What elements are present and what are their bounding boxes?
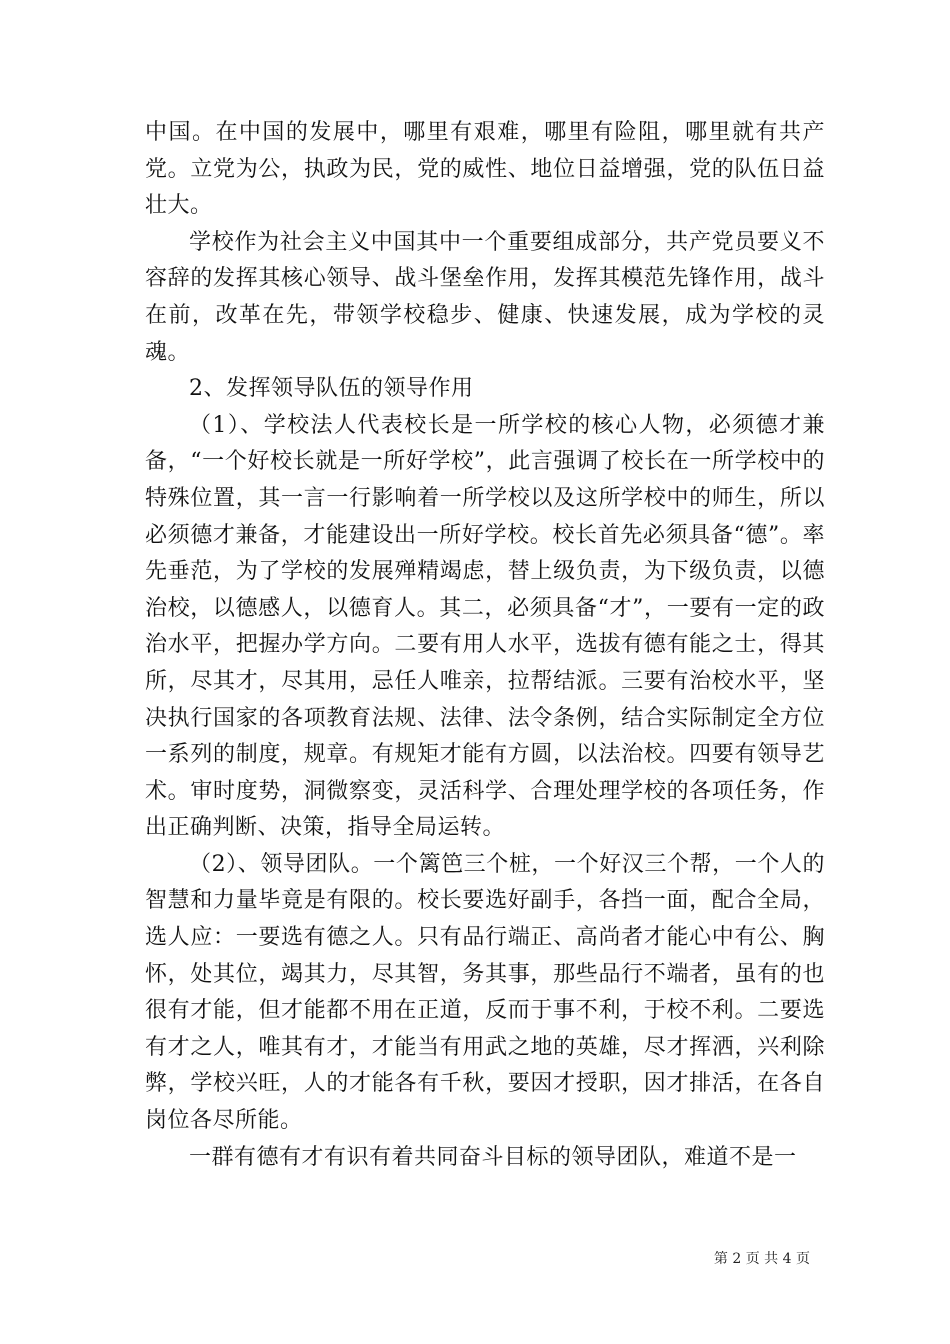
page-number: 第 2 页 共 4 页: [713, 1251, 810, 1267]
page-footer: [700, 1250, 810, 1268]
paragraph-2: 学校作为社会主义中国其中一个重要组成部分，共产党员要义不容辞的发挥其核心领导、战斗堡垒作用，发挥其模范先锋作用，战斗在前，改革在先，带领学校稳步、健康、快速发展，成为学校的灵魂。: [145, 229, 825, 365]
paragraph-3: （1）、学校法人代表校长是一所学校的核心人物，必须德才兼备，“一个好校长就是一所好学校”，此言强调了校长在一所学校中的特殊位置，其一言一行影响着一所学校以及这所学校中的师生，所以必须德才兼备，才能建设出一所好学校。校长首先必须具备“德”。率先垂范，为了学校的发展殚精竭虑，替上级负责，为下级负责，以德治校，以德感人，以德育人。其二，必须具备“才”，一要有一定的政治水平，把握办学方向。二要有用人水平，选拔有德有能之士，得其所，尽其才，尽其用，忌任人唯亲，拉帮结派。三要有治校水平，坚决执行国家的各项教育法规、法律、法令条例，结合实际制定全方位一系列的制度，规章。有规矩才能有方圆，以法治校。四要有领导艺术。审时度势，洞微察变，灵活科学、合理处理学校的各项任务，作出正确判断、决策，指导全局运转。: [145, 412, 825, 841]
section-heading: 2、发挥领导队伍的领导作用: [189, 376, 474, 402]
paragraph-4: （2）、领导团队。一个篱笆三个桩，一个好汉三个帮，一个人的智慧和力量毕竟是有限的。校长要选好副手，各挡一面，配合全局，选人应：一要选有德之人。只有品行端正、高尚者才能心中有公、胸怀，处其位，竭其力，尽其智，务其事，那些品行不端者，虽有的也很有才能，但才能都不用在正道，反而于事不利，于校不利。二要选有才之人，唯其有才，才能当有用武之地的英雄，尽才挥洒，兴利除弊，学校兴旺，人的才能各有千秋，要因才授职，因才排活，在各自岗位各尽所能。: [145, 851, 825, 1134]
paragraph-1: 中国。在中国的发展中，哪里有艰难，哪里有险阻，哪里就有共产党。立党为公，执政为民，党的威性、地位日益增强，党的队伍日益壮大。: [145, 120, 825, 219]
paragraph-5: 一群有德有才有识有着共同奋斗目标的领导团队，难道不是一: [189, 1144, 797, 1170]
document-body: [145, 115, 825, 1176]
